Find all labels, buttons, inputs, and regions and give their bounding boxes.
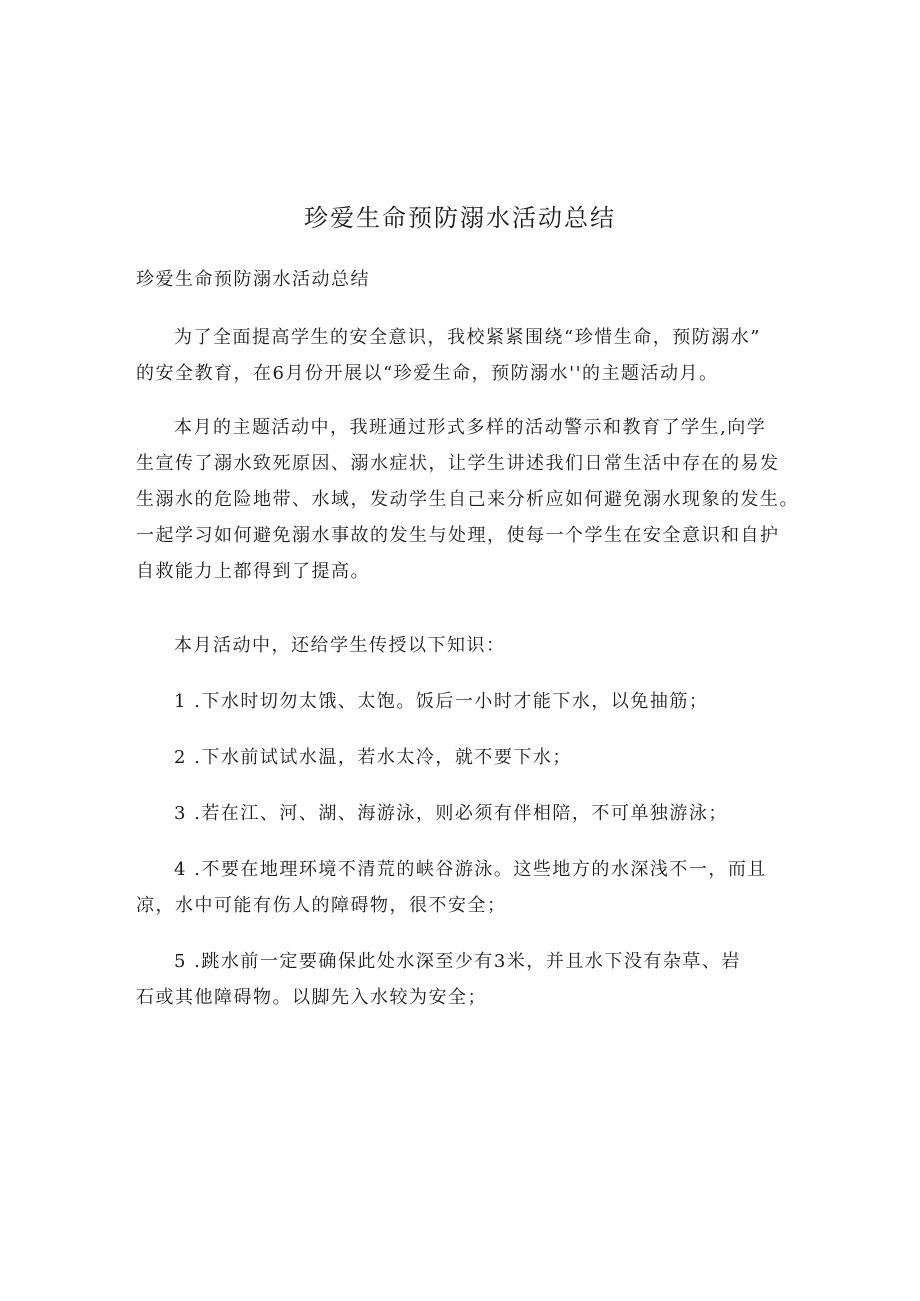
list-item-line: 1 .下水时切勿太饿、太饱。饭后一小时才能下水，以免抽筋；	[174, 691, 709, 712]
document-subtitle: 珍爱生命预防溺水活动总结	[136, 269, 370, 290]
paragraph-line: 本月的主题活动中，我班通过形式多样的活动警示和教育了学生,向学	[174, 417, 767, 438]
list-item-5	[136, 944, 796, 1016]
paragraph-line: 本月活动中，还给学生传授以下知识：	[174, 635, 506, 656]
list-item-line: 4 .不要在地理环境不清荒的峡谷游泳。这些地方的水深浅不一，而且	[174, 859, 767, 880]
list-item-line: 2 .下水前试试水温，若水太冷，就不要下水；	[174, 747, 572, 768]
list-item-2	[136, 740, 796, 776]
page-title: 珍爱生命预防溺水活动总结	[304, 204, 616, 232]
paragraph-activities	[136, 410, 799, 590]
paragraph-knowledge-intro	[136, 628, 796, 664]
list-item-4	[136, 852, 796, 924]
list-item-3	[136, 796, 796, 832]
list-item-1	[136, 684, 796, 720]
list-item-line: 3 .若在江、河、湖、海游泳，则必须有伴相陪，不可单独游泳；	[174, 803, 728, 824]
paragraph-line: 的安全教育，在6月份开展以“珍爱生命，预防溺水''的主题活动月。	[136, 363, 719, 384]
paragraph-intro	[136, 320, 796, 392]
list-item-line: 石或其他障碍物。以脚先入水较为安全；	[136, 987, 487, 1008]
paragraph-line: 为了全面提高学生的安全意识，我校紧紧围绕“珍惜生命，预防溺水”	[174, 327, 761, 348]
paragraph-line: 自救能力上都得到了提高。	[136, 561, 370, 582]
paragraph-line: 生溺水的危险地带、水域，发动学生自己来分析应如何避免溺水现象的发生。	[136, 489, 799, 510]
list-item-line: 5 .跳水前一定要确保此处水深至少有3米，并且水下没有杂草、岩	[174, 951, 741, 972]
paragraph-line: 生宣传了溺水致死原因、溺水症状，让学生讲述我们日常生活中存在的易发	[136, 453, 780, 474]
paragraph-line: 一起学习如何避免溺水事故的发生与处理，使每一个学生在安全意识和自护	[136, 525, 780, 546]
list-item-line: 凉，水中可能有伤人的障碍物，很不安全；	[136, 895, 507, 916]
